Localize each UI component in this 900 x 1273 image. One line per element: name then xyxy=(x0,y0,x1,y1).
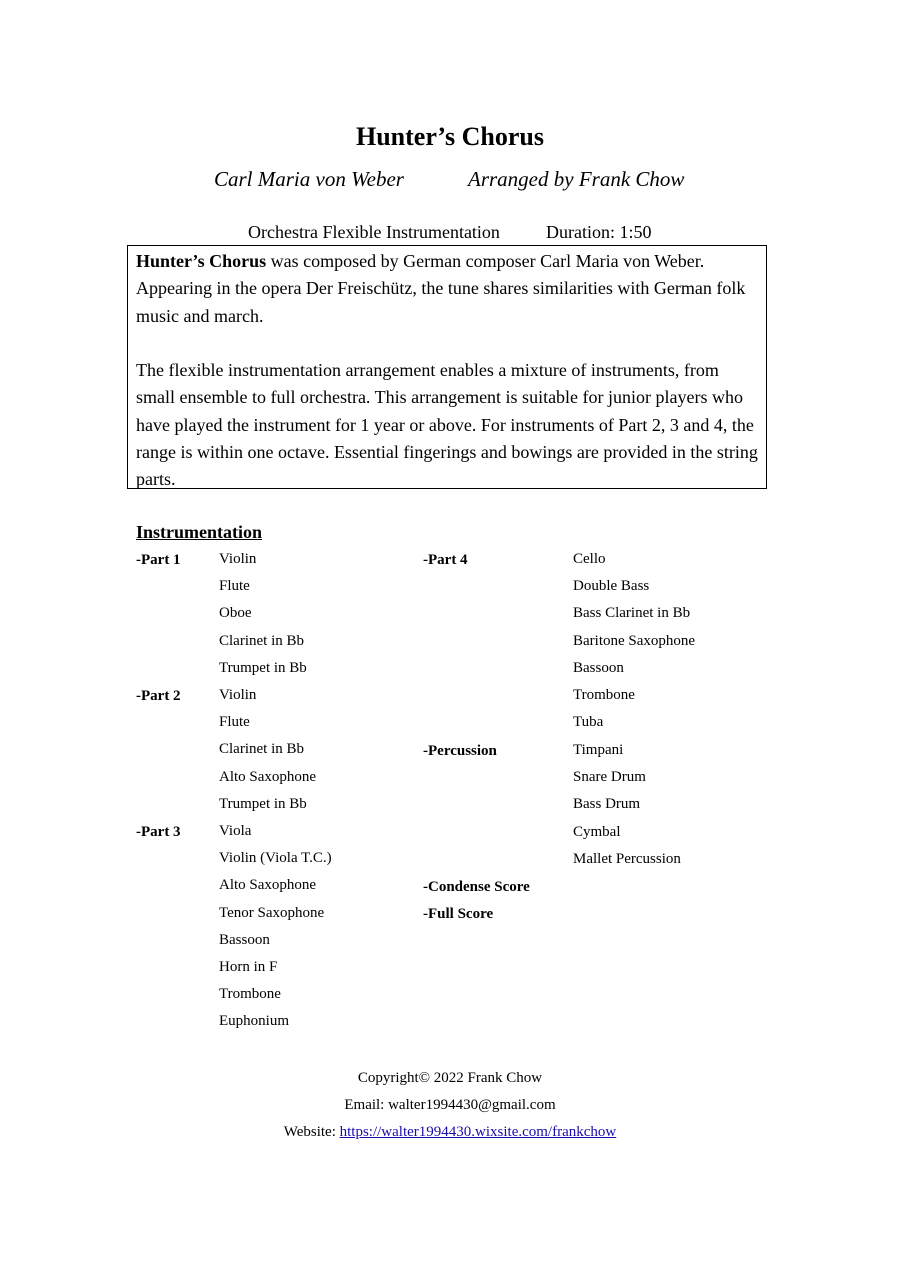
part-3-label: -Part 3 xyxy=(136,824,181,840)
list-item: Trombone xyxy=(219,986,281,1003)
list-item: Bassoon xyxy=(573,659,624,676)
full-score-label: -Full Score xyxy=(423,906,494,922)
arranger-name: Arranged by Frank Chow xyxy=(468,167,685,191)
percussion-label: -Percussion xyxy=(423,743,497,759)
list-item: Tuba xyxy=(573,714,604,731)
description-title-bold: Hunter’s Chorus xyxy=(136,251,267,271)
description-text-1: was composed by German composer Carl Maria von Weber. Appearing in the opera Der Freischütz, the tune shares similarities with German folk music and march. xyxy=(136,251,746,326)
list-item: Viola xyxy=(219,823,252,839)
description-paragraph-1 xyxy=(136,246,758,330)
list-item: Mallet Percussion xyxy=(573,850,681,867)
list-item: Bass Clarinet in Bb xyxy=(573,605,691,622)
part-1-label: -Part 1 xyxy=(136,552,181,568)
condense-score-label: -Condense Score xyxy=(423,879,530,895)
list-item: Cello xyxy=(573,551,606,567)
list-item: Violin (Viola T.C.) xyxy=(219,850,332,867)
list-item: Oboe xyxy=(219,605,252,622)
list-item: Alto Saxophone xyxy=(219,877,317,894)
part-1-list xyxy=(219,546,307,682)
list-item: Euphonium xyxy=(219,1013,289,1030)
part-2-list xyxy=(219,682,316,818)
part-4-label: -Part 4 xyxy=(423,552,468,568)
list-item: Horn in F xyxy=(219,958,278,975)
list-item: Tenor Saxophone xyxy=(219,904,325,921)
list-item: Violin xyxy=(219,551,257,567)
description-box xyxy=(127,245,767,489)
list-item: Flute xyxy=(219,714,250,731)
list-item: Flute xyxy=(219,578,250,595)
list-item: Bass Drum xyxy=(573,796,641,813)
part-2-label: -Part 2 xyxy=(136,688,181,704)
list-item: Baritone Saxophone xyxy=(573,632,696,649)
list-item: Trumpet in Bb xyxy=(219,659,307,676)
list-item: Trombone xyxy=(573,686,635,703)
part-3-list xyxy=(219,818,332,1036)
list-item: Cymbal xyxy=(573,823,621,840)
website-label: Website: xyxy=(283,1124,340,1140)
email: Email: walter1994430@gmail.com xyxy=(344,1097,556,1113)
list-item: Timpani xyxy=(573,742,624,758)
list-item: Trumpet in Bb xyxy=(219,795,307,812)
description-paragraph-2: The flexible instrumentation arrangement enables a mixture of instruments, from small ensemble to full orchestra. This arrangement is suitable for junior players who have played the instrument for 1 year or above. For instruments of Part 2, 3 and 4, the range is within one octave. Essential fingerings and bowings are provided in the string parts. xyxy=(136,360,758,490)
website-line xyxy=(0,1123,900,1141)
duration: Duration: 1:50 xyxy=(546,222,652,242)
list-item: Alto Saxophone xyxy=(219,768,317,785)
instrumentation-type: Orchestra Flexible Instrumentation xyxy=(248,222,500,242)
page-title: Hunter’s Chorus xyxy=(355,122,545,151)
list-item: Clarinet in Bb xyxy=(219,741,304,758)
list-item: Double Bass xyxy=(573,578,650,595)
part-4-list xyxy=(573,546,695,736)
list-item: Snare Drum xyxy=(573,769,646,786)
copyright: Copyright© 2022 Frank Chow xyxy=(357,1070,543,1086)
percussion-list xyxy=(573,737,681,873)
composer-name: Carl Maria von Weber xyxy=(214,167,404,191)
list-item: Clarinet in Bb xyxy=(219,632,304,649)
list-item: Violin xyxy=(219,687,257,703)
instrumentation-heading: Instrumentation xyxy=(136,522,263,542)
website-link[interactable]: https://walter1994430.wixsite.com/frankchow xyxy=(339,1124,617,1140)
list-item: Bassoon xyxy=(219,931,270,948)
